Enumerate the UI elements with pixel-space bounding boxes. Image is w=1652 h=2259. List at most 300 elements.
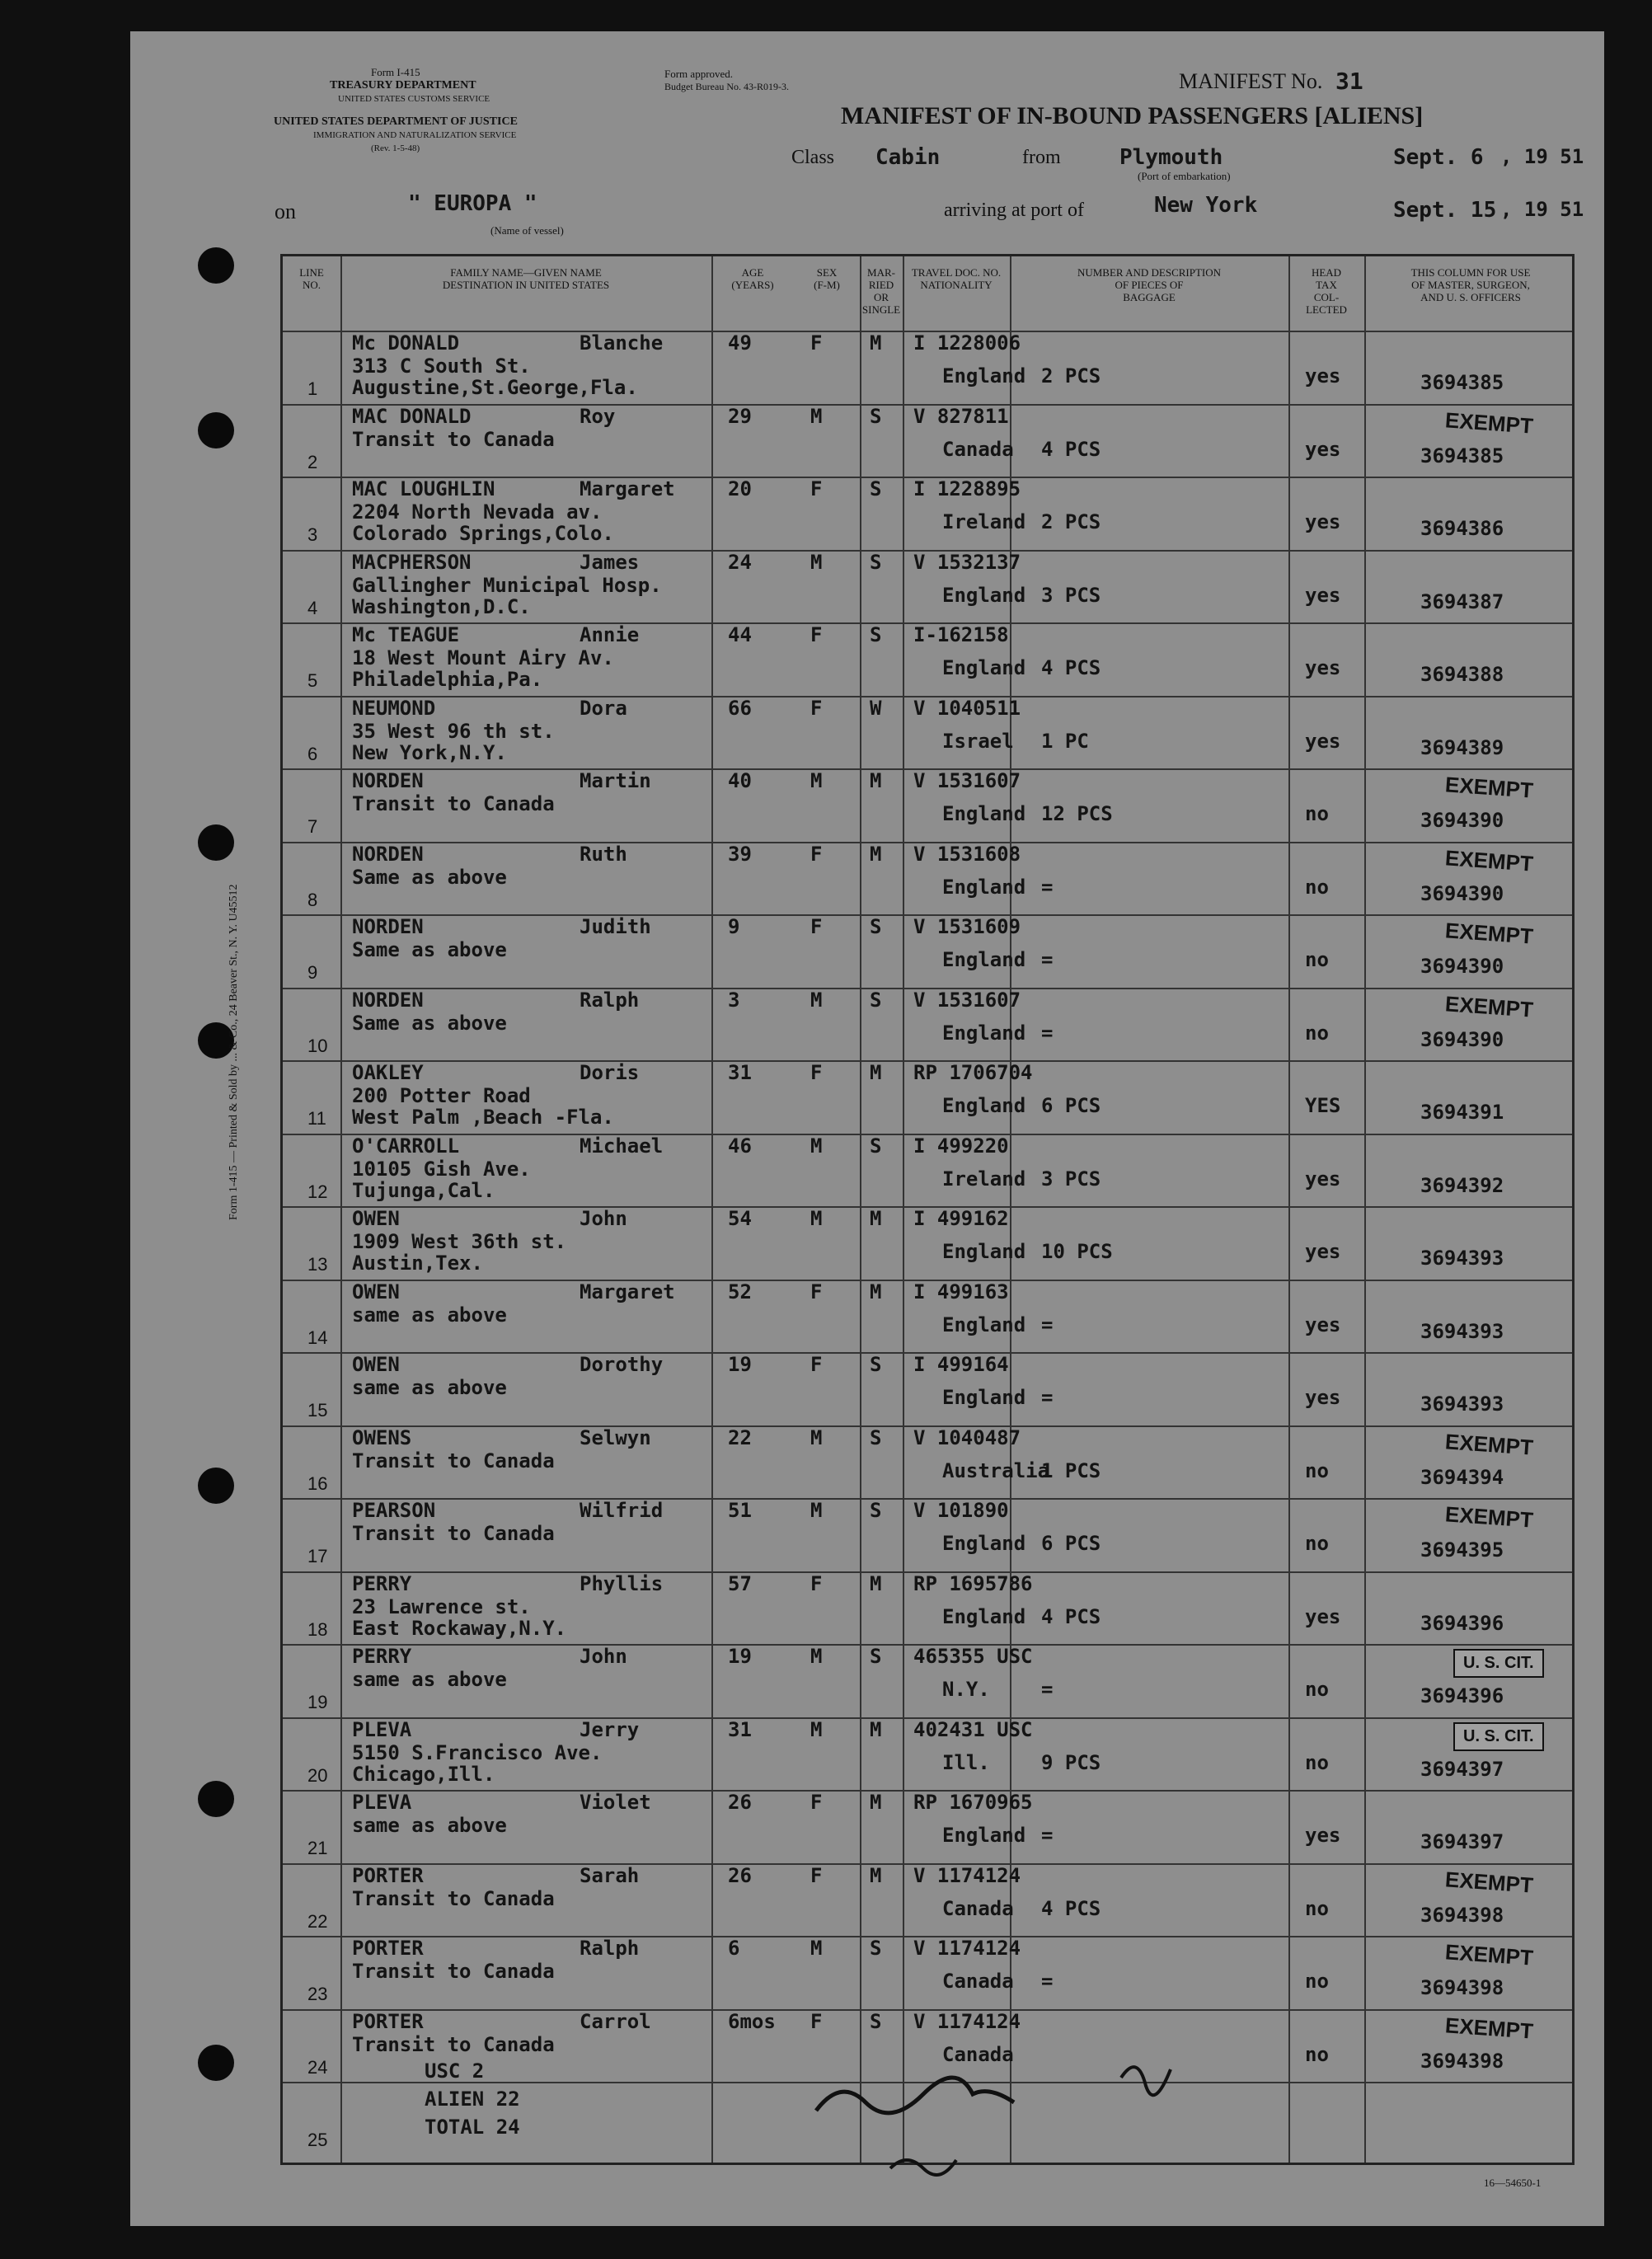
family-name: NORDEN (352, 915, 424, 938)
given-name: Selwyn (580, 1425, 651, 1449)
nationality: Israel (942, 729, 1014, 753)
head-tax: yes (1305, 729, 1341, 753)
arrive-port: New York (1154, 193, 1258, 218)
baggage: 4 PCS (1041, 656, 1101, 679)
age: 19 (728, 1645, 752, 1668)
baggage: 3 PCS (1041, 583, 1101, 607)
marital-status: M (870, 1791, 882, 1814)
baggage: 4 PCS (1041, 1604, 1101, 1628)
family-name: PORTER (352, 2009, 424, 2033)
baggage: = (1041, 948, 1054, 971)
line-number: 15 (307, 1400, 328, 1421)
age: 3 (728, 988, 740, 1012)
marital-status: M (870, 331, 882, 355)
marital-status: M (870, 1863, 882, 1887)
nationality: England (942, 1240, 1026, 1263)
destination-line2: West Palm ,Beach -Fla. (352, 1106, 614, 1129)
destination: Transit to Canada (352, 427, 555, 451)
family-name: Mc DONALD (352, 331, 460, 355)
travel-doc-number: 465355 USC (913, 1645, 1033, 1668)
destination: 35 West 96 th st. (352, 719, 555, 743)
arrive-date: Sept. 15 (1393, 198, 1497, 223)
baggage: 12 PCS (1041, 802, 1113, 825)
officer-number: 3694393 (1420, 1393, 1504, 1416)
nationality: Canada (942, 2042, 1014, 2066)
baggage: = (1041, 1313, 1054, 1336)
baggage: = (1041, 1824, 1054, 1847)
officer-stamp: EXEMPT (1444, 2012, 1534, 2044)
destination: same as above (352, 1376, 507, 1399)
given-name: Judith (580, 915, 651, 938)
age: 26 (728, 1863, 752, 1887)
sex: F (810, 1061, 823, 1084)
signature-scribble (816, 2078, 1014, 2113)
line-number: 2 (307, 451, 318, 472)
line-number: 11 (307, 1108, 326, 1129)
age: 54 (728, 1207, 752, 1230)
family-name: PERRY (352, 1645, 412, 1668)
age: 44 (728, 623, 752, 646)
column-header: SEX (F-M) (814, 266, 840, 291)
travel-doc-number: V 1040511 (913, 696, 1021, 720)
head-tax: no (1305, 1896, 1329, 1920)
destination: 200 Potter Road (352, 1084, 531, 1107)
head-tax: yes (1305, 1167, 1341, 1191)
head-tax: no (1305, 1678, 1329, 1701)
sex: M (810, 550, 823, 574)
officer-number: 3694389 (1420, 735, 1504, 759)
column-header: NUMBER AND DESCRIPTION OF PIECES OF BAGGAGE (1077, 266, 1222, 303)
nationality: Canada (942, 1896, 1014, 1920)
column-header: HEAD TAX COL- LECTED (1306, 266, 1347, 316)
line-number: 3 (307, 524, 318, 545)
destination: 5150 S.Francisco Ave. (352, 1740, 603, 1764)
column-header: TRAVEL DOC. NO. NATIONALITY (911, 266, 1002, 291)
officer-number: 3694390 (1420, 955, 1504, 978)
destination: Transit to Canada (352, 1449, 555, 1472)
nationality: Ireland (942, 1167, 1026, 1191)
class-value: Cabin (875, 145, 941, 170)
officer-number: 3694390 (1420, 881, 1504, 905)
customs-service: UNITED STATES CUSTOMS SERVICE (338, 94, 490, 104)
total-alien: ALIEN 22 (425, 2088, 520, 2111)
destination: 313 C South St. (352, 355, 531, 378)
family-name: MACPHERSON (352, 550, 472, 574)
nationality: England (942, 1604, 1026, 1628)
nationality: England (942, 364, 1026, 387)
age: 51 (728, 1499, 752, 1522)
destination: 23 Lawrence st. (352, 1594, 531, 1618)
baggage: 3 PCS (1041, 1167, 1101, 1191)
line-number: 6 (307, 743, 318, 764)
head-tax: no (1305, 1021, 1329, 1045)
marital-status: S (870, 1499, 882, 1522)
form-number: Form I-415 (371, 66, 420, 78)
baggage: 9 PCS (1041, 1750, 1101, 1774)
line-number: 16 (307, 1472, 328, 1494)
destination-line2: Austin,Tex. (352, 1252, 483, 1275)
baggage: 10 PCS (1041, 1240, 1113, 1263)
manifest-no: 31 (1335, 68, 1363, 95)
marital-status: S (870, 988, 882, 1012)
nationality: England (942, 1386, 1026, 1409)
marital-status: M (870, 1280, 882, 1303)
travel-doc-number: RP 1670965 (913, 1791, 1033, 1814)
sex: F (810, 915, 823, 938)
officer-stamp: EXEMPT (1444, 1428, 1534, 1460)
marital-status: M (870, 1061, 882, 1084)
marital-status: M (870, 842, 882, 866)
vessel-name: " EUROPA " (408, 191, 537, 216)
given-name: John (580, 1207, 627, 1230)
officer-stamp: U. S. CIT. (1453, 1722, 1544, 1751)
given-name: Roy (580, 404, 616, 428)
officer-number: 3694388 (1420, 663, 1504, 686)
marital-status: S (870, 1353, 882, 1376)
line-number: 8 (307, 889, 318, 910)
destination: same as above (352, 1303, 507, 1327)
sex: M (810, 1717, 823, 1741)
destination-line2: Philadelphia,Pa. (352, 668, 543, 691)
destination: Transit to Canada (352, 2032, 555, 2056)
budget-bureau: Budget Bureau No. 43-R019-3. (664, 81, 789, 92)
officer-number: 3694386 (1420, 517, 1504, 540)
form-footer: 16—54650-1 (1484, 2177, 1542, 2189)
age: 40 (728, 769, 752, 792)
travel-doc-number: V 827811 (913, 404, 1009, 428)
officer-number: 3694397 (1420, 1757, 1504, 1781)
age: 46 (728, 1134, 752, 1158)
head-tax: no (1305, 948, 1329, 971)
travel-doc-number: I 1228895 (913, 477, 1021, 500)
family-name: MAC DONALD (352, 404, 472, 428)
officer-number: 3694390 (1420, 1027, 1504, 1051)
head-tax: no (1305, 1532, 1329, 1555)
head-tax: yes (1305, 583, 1341, 607)
age: 29 (728, 404, 752, 428)
line-number: 1 (307, 378, 318, 399)
sex: F (810, 1280, 823, 1303)
destination: Same as above (352, 938, 507, 961)
nationality: Australia (942, 1458, 1050, 1482)
baggage: 2 PCS (1041, 364, 1101, 387)
family-name: OWEN (352, 1353, 400, 1376)
given-name: James (580, 550, 640, 574)
destination-line2: New York,N.Y. (352, 740, 507, 764)
sex: F (810, 842, 823, 866)
embarkation-note: (Port of embarkation) (1138, 170, 1231, 182)
head-tax: no (1305, 875, 1329, 899)
nationality: England (942, 1094, 1026, 1117)
line-number: 18 (307, 1618, 328, 1640)
line-number: 24 (307, 2056, 328, 2078)
baggage: 2 PCS (1041, 510, 1101, 533)
column-header: MAR- RIED OR SINGLE (861, 266, 901, 316)
line-number: 25 (307, 2130, 328, 2150)
line-number: 10 (307, 1035, 328, 1056)
destination: 10105 Gish Ave. (352, 1157, 531, 1181)
given-name: Sarah (580, 1863, 640, 1887)
given-name: Ralph (580, 988, 640, 1012)
line-number: 20 (307, 1764, 328, 1786)
family-name: PORTER (352, 1937, 424, 1960)
sex: M (810, 1499, 823, 1522)
line-number: 13 (307, 1254, 328, 1275)
officer-stamp: EXEMPT (1444, 1866, 1534, 1898)
travel-doc-number: V 1174124 (913, 2009, 1021, 2033)
family-name: NORDEN (352, 769, 424, 792)
travel-doc-number: V 1531607 (913, 769, 1021, 792)
destination-line2: Washington,D.C. (352, 594, 531, 618)
baggage: 1 PCS (1041, 1458, 1101, 1482)
baggage: = (1041, 1021, 1054, 1045)
travel-doc-number: I 499162 (913, 1207, 1009, 1230)
travel-doc-number: I 499164 (913, 1353, 1009, 1376)
travel-doc-number: V 1040487 (913, 1425, 1021, 1449)
officer-number: 3694393 (1420, 1247, 1504, 1270)
officer-stamp: EXEMPT (1444, 1501, 1534, 1533)
given-name: Violet (580, 1791, 651, 1814)
baggage: 6 PCS (1041, 1094, 1101, 1117)
destination: Gallingher Municipal Hosp. (352, 573, 662, 597)
destination-line2: Chicago,Ill. (352, 1762, 495, 1786)
nationality: N.Y. (942, 1678, 990, 1701)
printer-imprint: Form 1-415 — Printed & Sold by ... & Co., 24 Beaver St., N. Y. U45512 (228, 884, 240, 1220)
head-tax: no (1305, 802, 1329, 825)
destination: same as above (352, 1814, 507, 1837)
on-label: on (275, 200, 296, 223)
line-number: 4 (307, 597, 318, 618)
family-name: OWEN (352, 1280, 400, 1303)
sex: F (810, 2009, 823, 2033)
destination-line2: Augustine,St.George,Fla. (352, 376, 638, 399)
sex: F (810, 1353, 823, 1376)
class-label: Class (791, 147, 835, 168)
given-name: Doris (580, 1061, 640, 1084)
line-number: 22 (307, 1910, 328, 1932)
head-tax: yes (1305, 1313, 1341, 1336)
baggage: = (1041, 1386, 1054, 1409)
head-tax: yes (1305, 1824, 1341, 1847)
travel-doc-number: V 1531608 (913, 842, 1021, 866)
head-tax: no (1305, 1750, 1329, 1774)
nationality: Canada (942, 437, 1014, 461)
officer-number: 3694395 (1420, 1538, 1504, 1562)
head-tax: yes (1305, 510, 1341, 533)
revision: (Rev. 1-5-48) (371, 143, 420, 153)
family-name: MAC LOUGHLIN (352, 477, 495, 500)
marital-status: S (870, 2009, 882, 2033)
travel-doc-number: V 1531607 (913, 988, 1021, 1012)
from-label: from (1022, 147, 1061, 168)
destination: Same as above (352, 865, 507, 889)
age: 6mos (728, 2009, 776, 2033)
officer-number: 3694397 (1420, 1830, 1504, 1853)
column-header: AGE (YEARS) (731, 266, 774, 291)
travel-doc-number: I 499220 (913, 1134, 1009, 1158)
travel-doc-number: V 1174124 (913, 1937, 1021, 1960)
family-name: PERRY (352, 1571, 412, 1595)
officer-number: 3694396 (1420, 1611, 1504, 1635)
officer-stamp: EXEMPT (1444, 990, 1534, 1022)
marital-status: S (870, 550, 882, 574)
officer-stamp: EXEMPT (1444, 1939, 1534, 1970)
form-approved: Form approved. (664, 68, 734, 80)
sex: M (810, 769, 823, 792)
sex: M (810, 1937, 823, 1960)
marital-status: W (870, 696, 882, 720)
head-tax: no (1305, 2042, 1329, 2066)
destination: Same as above (352, 1011, 507, 1035)
age: 6 (728, 1937, 740, 1960)
head-tax: YES (1305, 1094, 1341, 1117)
marital-status: M (870, 769, 882, 792)
travel-doc-number: RP 1706704 (913, 1061, 1033, 1084)
column-header: FAMILY NAME—GIVEN NAME DESTINATION IN UNITED STATES (442, 266, 610, 291)
column-header: THIS COLUMN FOR USE OF MASTER, SURGEON, AND U. S. OFFICERS (1410, 266, 1531, 303)
signature-scribble (890, 2160, 956, 2175)
officer-number: 3694398 (1420, 2049, 1504, 2073)
destination: same as above (352, 1668, 507, 1691)
given-name: Carrol (580, 2009, 651, 2033)
marital-status: S (870, 404, 882, 428)
column-header: LINE NO. (299, 266, 324, 291)
travel-doc-number: I-162158 (913, 623, 1009, 646)
line-number: 19 (307, 1692, 328, 1712)
given-name: Ralph (580, 1937, 640, 1960)
family-name: NORDEN (352, 988, 424, 1012)
family-name: PEARSON (352, 1499, 436, 1522)
destination: Transit to Canada (352, 792, 555, 815)
head-tax: yes (1305, 364, 1341, 387)
nationality: Canada (942, 1970, 1014, 1993)
line-number: 12 (307, 1181, 328, 1202)
baggage: 4 PCS (1041, 437, 1101, 461)
family-name: PLEVA (352, 1717, 412, 1741)
marital-status: M (870, 1207, 882, 1230)
line-number: 9 (307, 962, 318, 983)
vessel-note: (Name of vessel) (490, 224, 564, 237)
manifest-title: MANIFEST OF IN-BOUND PASSENGERS [ALIENS] (841, 102, 1424, 129)
sail-year: , 19 51 (1500, 145, 1584, 168)
line-number: 23 (307, 1984, 328, 2004)
age: 26 (728, 1791, 752, 1814)
marital-status: S (870, 623, 882, 646)
destination: Transit to Canada (352, 1886, 555, 1910)
officer-number: 3694392 (1420, 1173, 1504, 1197)
nationality: England (942, 948, 1026, 971)
arriving-label: arriving at port of (944, 200, 1084, 221)
given-name: Phyllis (580, 1571, 664, 1595)
baggage: 1 PC (1041, 729, 1089, 753)
marital-status: M (870, 1571, 882, 1595)
destination: 2204 North Nevada av. (352, 500, 603, 524)
officer-stamp: EXEMPT (1444, 918, 1534, 949)
officer-number: 3694394 (1420, 1465, 1504, 1489)
nationality: England (942, 1313, 1026, 1336)
travel-doc-number: V 1174124 (913, 1863, 1021, 1887)
head-tax: yes (1305, 1604, 1341, 1628)
nationality: England (942, 1021, 1026, 1045)
head-tax: no (1305, 1970, 1329, 1993)
age: 22 (728, 1425, 752, 1449)
from-value: Plymouth (1119, 145, 1223, 170)
sex: M (810, 1134, 823, 1158)
family-name: O'CARROLL (352, 1134, 460, 1158)
treasury-dept: TREASURY DEPARTMENT (330, 79, 476, 92)
given-name: John (580, 1645, 627, 1668)
officer-number: 3694385 (1420, 371, 1504, 394)
sail-date: Sept. 6 (1393, 145, 1484, 170)
marital-status: S (870, 1425, 882, 1449)
justice-dept: UNITED STATES DEPARTMENT OF JUSTICE (274, 115, 518, 128)
head-tax: yes (1305, 656, 1341, 679)
given-name: Martin (580, 769, 651, 792)
head-tax: yes (1305, 1386, 1341, 1409)
family-name: Mc TEAGUE (352, 623, 460, 646)
sex: M (810, 988, 823, 1012)
given-name: Wilfrid (580, 1499, 664, 1522)
age: 24 (728, 550, 752, 574)
sex: M (810, 1645, 823, 1668)
marital-status: S (870, 1134, 882, 1158)
sex: F (810, 477, 823, 500)
destination: 18 West Mount Airy Av. (352, 646, 614, 669)
family-name: PORTER (352, 1863, 424, 1887)
nationality: England (942, 1824, 1026, 1847)
given-name: Blanche (580, 331, 664, 355)
sex: F (810, 331, 823, 355)
sex: M (810, 1207, 823, 1230)
arrive-year: , 19 51 (1500, 198, 1584, 221)
sex: M (810, 404, 823, 428)
given-name: Ruth (580, 842, 627, 866)
age: 20 (728, 477, 752, 500)
signature-scribble (1121, 2067, 1171, 2095)
travel-doc-number: I 499163 (913, 1280, 1009, 1303)
destination: 1909 West 36th st. (352, 1230, 567, 1253)
line-number: 21 (307, 1838, 328, 1858)
family-name: OWEN (352, 1207, 400, 1230)
travel-doc-number: RP 1695786 (913, 1571, 1033, 1595)
given-name: Annie (580, 623, 640, 646)
total-all: TOTAL 24 (425, 2116, 520, 2139)
destination-line2: Colorado Springs,Colo. (352, 522, 614, 545)
head-tax: yes (1305, 437, 1341, 461)
nationality: Ireland (942, 510, 1026, 533)
travel-doc-number: I 1228006 (913, 331, 1021, 355)
line-number: 17 (307, 1546, 328, 1566)
travel-doc-number: V 1531609 (913, 915, 1021, 938)
nationality: England (942, 875, 1026, 899)
family-name: OAKLEY (352, 1061, 424, 1084)
officer-number: 3694398 (1420, 1976, 1504, 1999)
travel-doc-number: 402431 USC (913, 1717, 1033, 1741)
family-name: OWENS (352, 1425, 412, 1449)
destination: Transit to Canada (352, 1960, 555, 1983)
marital-status: S (870, 1937, 882, 1960)
officer-stamp: EXEMPT (1444, 772, 1534, 803)
officer-number: 3694385 (1420, 444, 1504, 467)
head-tax: yes (1305, 1240, 1341, 1263)
officer-stamp: U. S. CIT. (1453, 1649, 1544, 1678)
marital-status: S (870, 477, 882, 500)
age: 31 (728, 1061, 752, 1084)
total-usc: USC 2 (425, 2059, 485, 2083)
baggage: = (1041, 1678, 1054, 1701)
travel-doc-number: V 101890 (913, 1499, 1009, 1522)
marital-status: M (870, 1717, 882, 1741)
